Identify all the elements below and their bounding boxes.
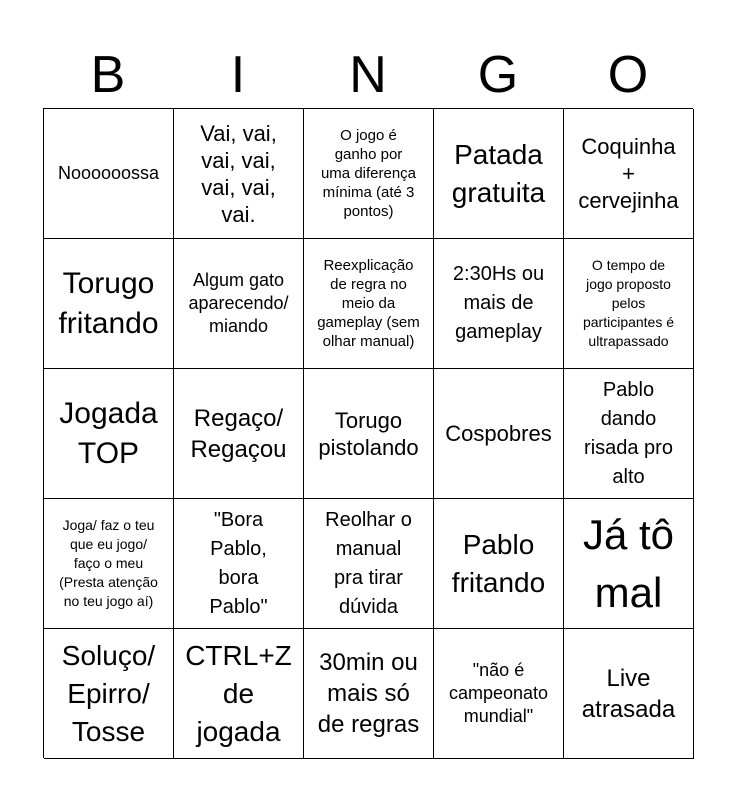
bingo-cell-r2c3[interactable]: [304, 239, 434, 369]
header-letter-o: O: [607, 46, 649, 104]
bingo-cell-r1c5[interactable]: [564, 109, 694, 239]
bingo-cell-r5c1[interactable]: [44, 629, 174, 759]
bingo-cell-r4c2[interactable]: [174, 499, 304, 629]
bingo-cell-r2c1[interactable]: [44, 239, 174, 369]
cell-text: Torugo fritando: [58, 266, 159, 340]
cell-text: "Bora Pablo, bora Pablo": [209, 508, 268, 618]
cell-text: Soluço/ Epirro/ Tosse: [61, 639, 156, 747]
bingo-cell-r5c2[interactable]: [174, 629, 304, 759]
bingo-cell-r4c3[interactable]: [304, 499, 434, 629]
bingo-cell-r4c4[interactable]: [434, 499, 564, 629]
cell-text: Algum gato aparecendo/ miando: [188, 270, 289, 336]
bingo-header: [43, 44, 693, 106]
cell-text: Reolhar o manual pra tirar dúvida: [325, 508, 412, 618]
bingo-cell-r2c5[interactable]: [564, 239, 694, 369]
cell-text: Regaço/ Regaçou: [190, 404, 287, 463]
bingo-cell-r4c1[interactable]: [44, 499, 174, 629]
bingo-cell-r3c2[interactable]: [174, 369, 304, 499]
cell-text: Pablo fritando: [451, 528, 546, 598]
cell-text: O jogo é ganho por uma diferença mínima (até 3 pontos): [320, 127, 417, 220]
bingo-cell-r1c1[interactable]: [44, 109, 174, 239]
cell-text: Coquinha + cervejinha: [578, 134, 679, 213]
bingo-cell-r5c3[interactable]: [304, 629, 434, 759]
bingo-cell-r1c4[interactable]: [434, 109, 564, 239]
cell-text: Cospobres: [445, 421, 552, 446]
cell-text: Jogada TOP: [59, 396, 158, 470]
bingo-cell-r5c5[interactable]: [564, 629, 694, 759]
cell-text: Reexplicação de regra no meio da gameplay (sem olhar manual): [317, 257, 420, 350]
cell-text: CTRL+Z de jogada: [185, 639, 292, 747]
bingo-cell-r3c1[interactable]: [44, 369, 174, 499]
cell-text: 2:30Hs ou mais de gameplay: [452, 263, 545, 343]
bingo-cell-r2c2[interactable]: [174, 239, 304, 369]
bingo-cell-r5c4[interactable]: [434, 629, 564, 759]
cell-text: Live atrasada: [581, 664, 676, 723]
header-letter-n: N: [349, 46, 387, 104]
header-letter-g: G: [477, 46, 519, 104]
cell-text: Vai, vai, vai, vai, vai, vai, vai.: [200, 120, 277, 227]
cell-text: 30min ou mais só de regras: [317, 649, 420, 738]
bingo-cell-r4c5[interactable]: [564, 499, 694, 629]
cell-text: Já tô mal: [582, 510, 675, 616]
header-letter-i: I: [230, 46, 246, 104]
bingo-cell-r1c2[interactable]: [174, 109, 304, 239]
cell-text: Patada gratuita: [451, 138, 546, 208]
bingo-cell-r1c3[interactable]: [304, 109, 434, 239]
cell-text: Noooooossa: [57, 163, 160, 183]
cell-text: Torugo pistolando: [318, 407, 419, 460]
bingo-cell-r2c4[interactable]: [434, 239, 564, 369]
cell-text: Pablo dando risada pro alto: [584, 378, 673, 488]
cell-text: Joga/ faz o teu que eu jogo/ faço o meu (Presta atenção no teu jogo aí): [59, 517, 158, 609]
header-letter-b: B: [90, 46, 126, 104]
bingo-grid: [43, 108, 693, 758]
bingo-cell-r3c5[interactable]: [564, 369, 694, 499]
cell-text: "não é campeonato mundial": [448, 660, 549, 726]
cell-text: O tempo de jogo proposto pelos participantes é ultrapassado: [582, 257, 675, 349]
bingo-cell-r3c3[interactable]: [304, 369, 434, 499]
bingo-cell-r3c4[interactable]: [434, 369, 564, 499]
